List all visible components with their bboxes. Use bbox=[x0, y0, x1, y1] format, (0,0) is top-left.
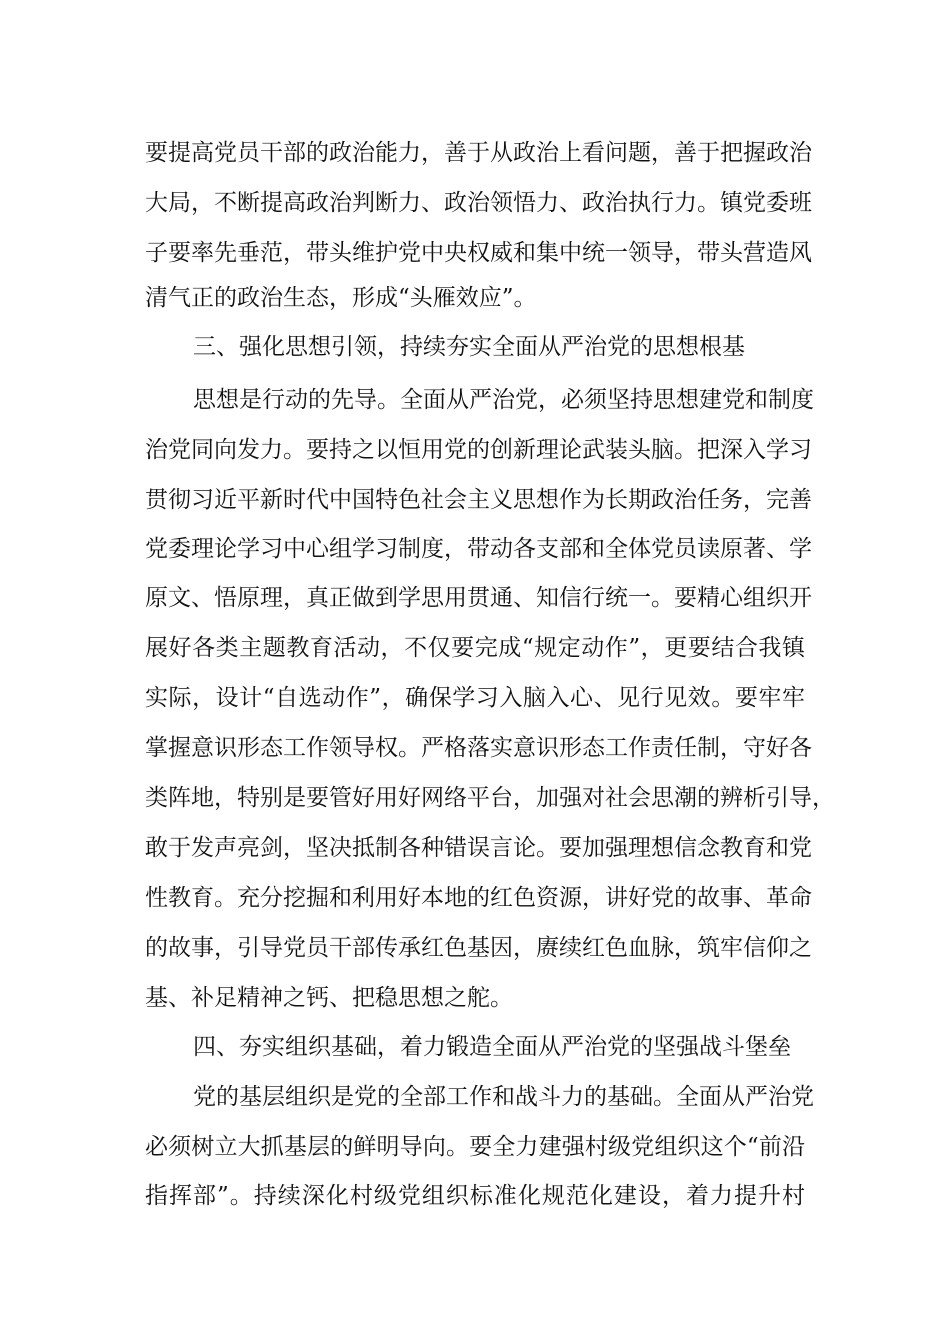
paragraph-line: 原文、悟原理，真正做到学思用贯通、知信行统一。要精心组织开 bbox=[145, 585, 812, 611]
paragraph-line: 贯彻习近平新时代中国特色社会主义思想作为长期政治任务，完善 bbox=[145, 487, 812, 513]
paragraph-line: 子要率先垂范，带头维护党中央权威和集中统一领导，带头营造风 bbox=[145, 240, 812, 266]
paragraph-line: 指挥部”。持续深化村级党组织标准化规范化建设，着力提升村 bbox=[145, 1183, 805, 1209]
paragraph-line: 思想是行动的先导。全面从严治党，必须坚持思想建党和制度 bbox=[193, 387, 814, 413]
paragraph-line: 党的基层组织是党的全部工作和战斗力的基础。全面从严治党 bbox=[193, 1084, 814, 1110]
paragraph-line: 敢于发声亮剑，坚决抵制各种错误言论。要加强理想信念教育和党 bbox=[145, 835, 812, 861]
paragraph-line: 展好各类主题教育活动，不仅要完成“规定动作”，更要结合我镇 bbox=[145, 635, 805, 661]
paragraph-line: 大局，不断提高政治判断力、政治领悟力、政治执行力。镇党委班 bbox=[145, 190, 812, 216]
paragraph-line: 必须树立大抓基层的鲜明导向。要全力建强村级党组织这个“前沿 bbox=[145, 1134, 805, 1160]
paragraph-line: 实际，设计“自选动作”，确保学习入脑入心、见行见效。要牢牢 bbox=[145, 685, 805, 711]
paragraph-line: 党委理论学习中心组学习制度，带动各支部和全体党员读原著、学 bbox=[145, 536, 812, 562]
paragraph-line: 基、补足精神之钙、把稳思想之舵。 bbox=[145, 985, 513, 1011]
paragraph-line: 掌握意识形态工作领导权。严格落实意识形态工作责任制，守好各 bbox=[145, 735, 812, 761]
section-heading-4: 四、夯实组织基础，着力锻造全面从严治党的坚强战斗堡垒 bbox=[193, 1034, 791, 1060]
paragraph-line: 治党同向发力。要持之以恒用党的创新理论武装头脑。把深入学习 bbox=[145, 437, 812, 463]
paragraph-line: 清气正的政治生态，形成“头雁效应”。 bbox=[145, 285, 537, 311]
section-heading-3: 三、强化思想引领，持续夯实全面从严治党的思想根基 bbox=[193, 334, 745, 360]
paragraph-line: 性教育。充分挖掘和利用好本地的红色资源，讲好党的故事、革命 bbox=[145, 885, 812, 911]
paragraph-line: 要提高党员干部的政治能力，善于从政治上看问题，善于把握政治 bbox=[145, 140, 812, 166]
paragraph-line: 类阵地，特别是要管好用好网络平台，加强对社会思潮的辨析引导， bbox=[145, 785, 835, 811]
paragraph-line: 的故事，引导党员干部传承红色基因，赓续红色血脉，筑牢信仰之 bbox=[145, 935, 812, 961]
